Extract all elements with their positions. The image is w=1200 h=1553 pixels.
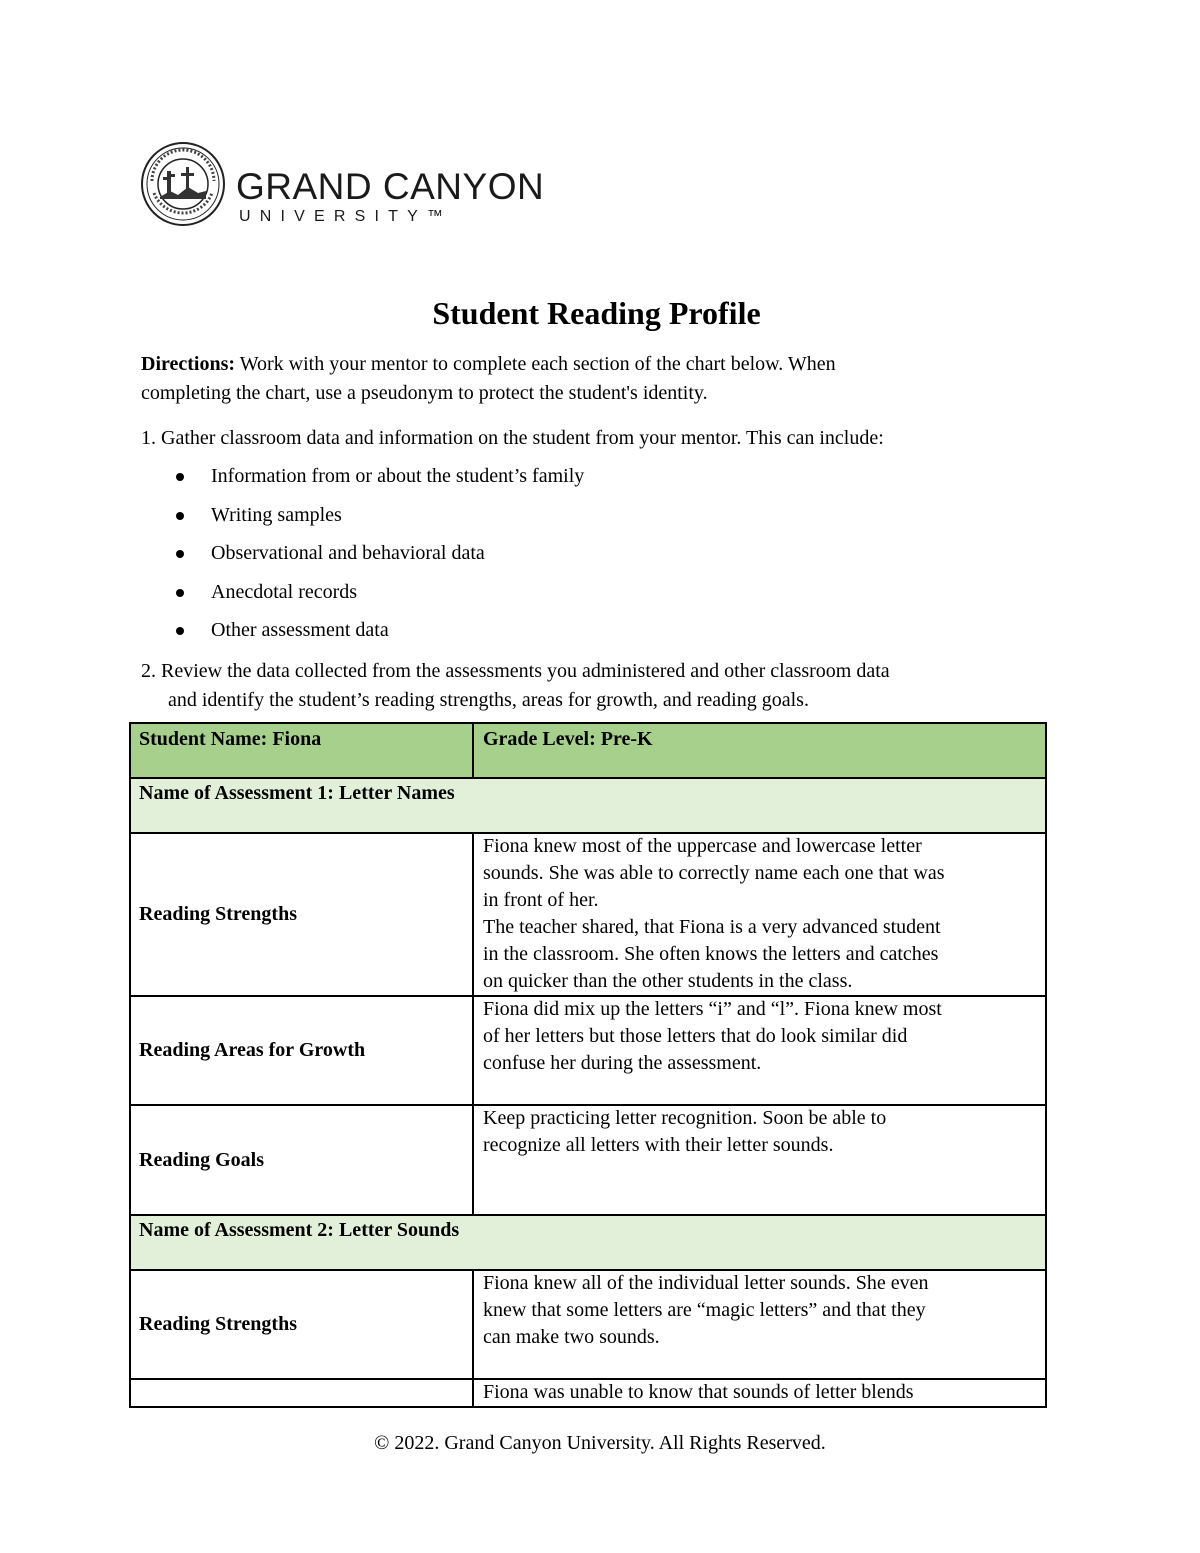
bullet-item: Other assessment data	[211, 619, 389, 641]
text-line: in the classroom. She often knows the letters and catches	[483, 943, 939, 965]
student-name-cell: Student Name: Fiona	[139, 728, 322, 750]
reading-growth-label: Reading Areas for Growth	[139, 1039, 366, 1061]
table-border	[129, 1378, 1047, 1380]
table-border	[129, 1214, 1047, 1216]
bullet-item: Information from or about the student’s family	[211, 465, 585, 487]
text-line: Fiona did mix up the letters “i” and “l”. Fiona knew most	[483, 998, 942, 1020]
directions-line-2: completing the chart, use a pseudonym to protect the student's identity.	[141, 382, 708, 404]
bullet-item: Observational and behavioral data	[211, 542, 485, 564]
table-row-assessment-2	[129, 1215, 1047, 1270]
text-line: Keep practicing letter recognition. Soon be able to	[483, 1107, 887, 1129]
table-border	[472, 1269, 474, 1408]
text-line: can make two sounds.	[483, 1326, 660, 1348]
table-border	[129, 722, 1047, 724]
reading-strengths-value	[473, 1270, 1047, 1379]
reading-strengths-value	[473, 833, 1047, 996]
reading-strengths-label: Reading Strengths	[139, 903, 297, 925]
bullet-item: Anecdotal records	[211, 581, 358, 603]
university-seal-icon	[140, 141, 226, 227]
table-border	[472, 722, 474, 778]
bullet-dot	[176, 473, 184, 481]
logo-subtitle: UNIVERSITY™	[239, 208, 453, 225]
logo-name: GRAND CANYON	[236, 166, 545, 207]
table-row	[129, 1105, 1047, 1215]
text-line: The teacher shared, that Fiona is a very advanced student	[483, 916, 941, 938]
bullet-item: Writing samples	[211, 504, 342, 526]
assessment-1-name: Name of Assessment 1: Letter Names	[139, 782, 455, 804]
text-line: Fiona knew all of the individual letter sounds. She even	[483, 1272, 929, 1294]
table-border	[129, 777, 1047, 779]
table-row-student	[129, 722, 1047, 778]
reading-profile-table	[129, 722, 1047, 1408]
text-line: Fiona was unable to know that sounds of letter blends	[483, 1381, 914, 1403]
bullet-dot	[176, 512, 184, 520]
step-1-text: 1. Gather classroom data and information on the student from your mentor. This can include:	[141, 427, 884, 449]
directions	[141, 350, 836, 408]
table-border	[129, 722, 131, 1408]
text-line: of her letters but those letters that do look similar did	[483, 1025, 908, 1047]
grade-level-cell: Grade Level: Pre-K	[483, 728, 653, 750]
step-2-line-1: 2. Review the data collected from the assessments you administered and other classroom data	[141, 660, 890, 682]
table-row-assessment-1	[129, 778, 1047, 833]
university-logo	[140, 141, 545, 231]
table-border	[129, 832, 1047, 834]
table-row	[129, 1379, 1047, 1408]
copyright-footer: © 2022. Grand Canyon University. All Rights Reserved.	[374, 1432, 826, 1454]
reading-growth-value	[473, 996, 1047, 1105]
text-line: knew that some letters are “magic letters” and that they	[483, 1299, 926, 1321]
reading-goals-label: Reading Goals	[139, 1148, 265, 1171]
text-line: on quicker than the other students in the class.	[483, 970, 853, 992]
table-border	[129, 1406, 1047, 1408]
directions-line-1: Work with your mentor to complete each section of the chart below. When	[235, 353, 836, 375]
table-row	[129, 833, 1047, 996]
bullet-dot	[176, 589, 184, 597]
assessment-2-name: Name of Assessment 2: Letter Sounds	[139, 1219, 460, 1241]
text-line: in front of her.	[483, 889, 599, 911]
bullet-dot	[176, 627, 184, 635]
table-border	[1045, 722, 1047, 1408]
table-border	[129, 995, 1047, 997]
page-title: Student Reading Profile	[432, 295, 761, 331]
text-line: recognize all letters with their letter sounds.	[483, 1134, 834, 1156]
reading-strengths-label: Reading Strengths	[139, 1313, 297, 1335]
text-line: confuse her during the assessment.	[483, 1052, 762, 1074]
table-row	[129, 996, 1047, 1105]
bullet-dot	[176, 550, 184, 558]
table-border	[472, 832, 474, 1215]
table-border	[129, 1269, 1047, 1271]
table-row	[129, 1270, 1047, 1379]
text-line: sounds. She was able to correctly name each one that was	[483, 862, 945, 884]
step-2-text	[141, 657, 890, 715]
table-border	[129, 1104, 1047, 1106]
directions-label: Directions:	[141, 353, 236, 375]
reading-goals-value	[473, 1105, 1047, 1215]
reading-growth-value	[473, 1379, 1047, 1408]
step-2-line-2: and identify the student’s reading strengths, areas for growth, and reading goals.	[168, 689, 809, 711]
text-line: Fiona knew most of the uppercase and lowercase letter	[483, 835, 922, 857]
